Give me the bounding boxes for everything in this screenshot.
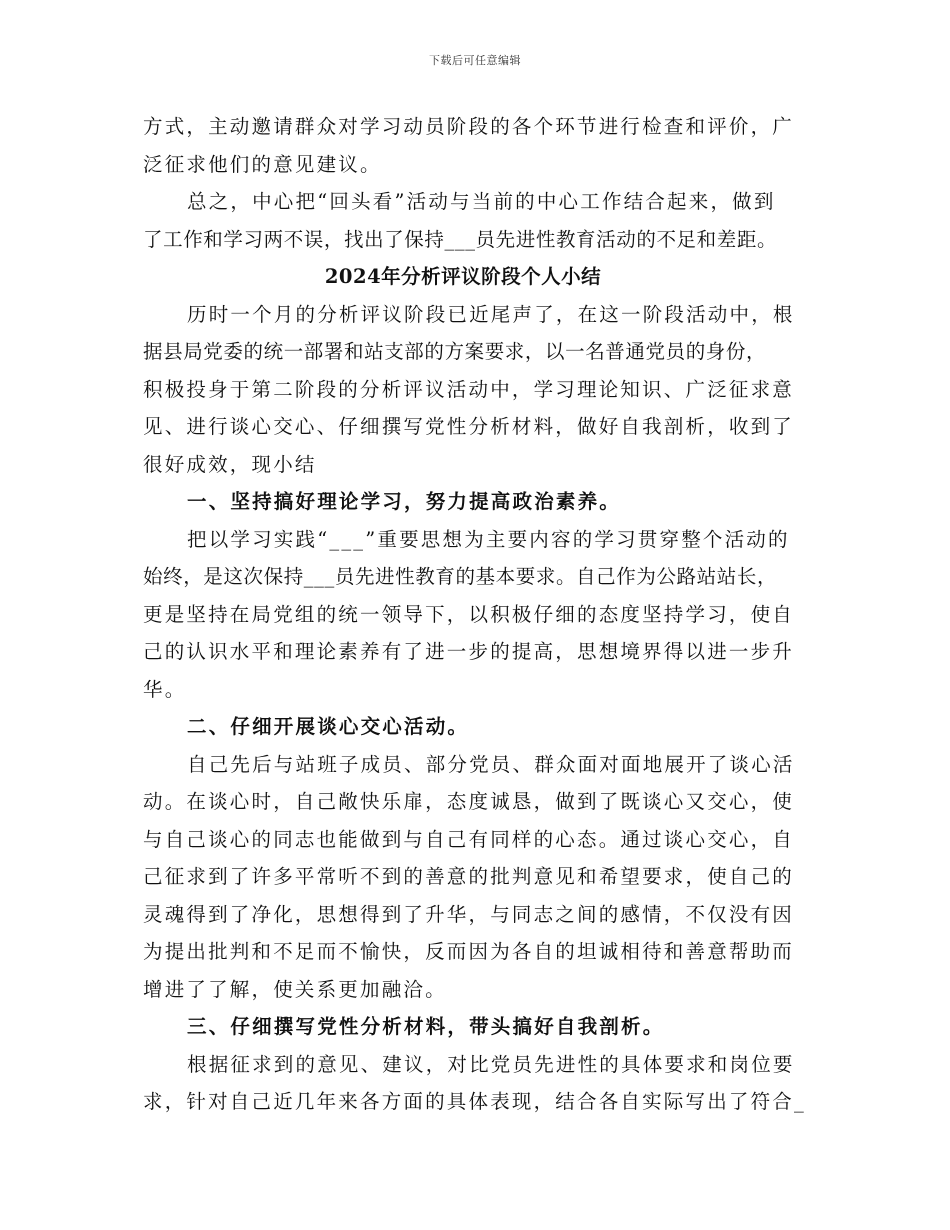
text-line: 泛征求他们的意见建议。: [143, 152, 382, 176]
text-line: 自己先后与站班子成员、部分党员、群众面对面地展开了谈心活: [187, 752, 795, 776]
section-title: 2024年分析评议阶段个人小结: [324, 265, 602, 288]
text-line: 更是坚持在局党组的统一领导下，以积极仔细的态度坚持学习，使自: [143, 602, 795, 626]
text-line: 灵魂得到了净化，思想得到了升华，与同志之间的感情，不仅没有因: [143, 902, 795, 926]
text-line: 根据征求到的意见、建议，对比党员先进性的具体要求和岗位要: [187, 1052, 795, 1076]
text-line: 了工作和学习两不误，找出了保持___员先进性教育活动的不足和差距。: [143, 227, 778, 251]
text-line: 把以学习实践“___”重要思想为主要内容的学习贯穿整个活动的: [187, 527, 790, 551]
text-line: 为提出批判和不足而不愉快，反而因为各自的坦诚相待和善意帮助而: [143, 940, 795, 963]
heading-2: 二、仔细开展谈心交心活动。: [187, 715, 470, 738]
text-line: 历时一个月的分析评议阶段已近尾声了，在这一阶段活动中，根: [187, 302, 795, 326]
document-body: [143, 108, 813, 1121]
text-line: 很好成效，现小结: [143, 452, 317, 476]
text-line: 方式，主动邀请群众对学习动员阶段的各个环节进行检查和评价，广: [143, 115, 795, 138]
text-line: 动。在谈心时，自己敞快乐扉，态度诚恳，做到了既谈心又交心，使: [143, 790, 795, 813]
text-line: 华。: [143, 677, 187, 701]
text-line: 己的认识水平和理论素养有了进一步的提高，思想境界得以进一步升: [143, 640, 795, 663]
text-line: 总之，中心把“回头看”活动与当前的中心工作结合起来，做到: [187, 190, 776, 213]
heading-1: 一、坚持搞好理论学习，努力提高政治素养。: [187, 490, 622, 513]
page-header: 下载后可任意编辑: [429, 54, 521, 67]
text-line: 求，针对自己近几年来各方面的具体表现，结合各自实际写出了符合_: [143, 1090, 806, 1113]
text-line: 与自己谈心的同志也能做到与自己有同样的心态。通过谈心交心，自: [143, 827, 795, 851]
text-line: 增进了了解，使关系更加融洽。: [143, 977, 447, 1001]
heading-3: 三、仔细撰写党性分析材料，带头搞好自我剖析。: [187, 1015, 665, 1038]
text-line: 己征求到了许多平常听不到的善意的批判意见和希望要求，使自己的: [143, 865, 795, 888]
text-line: 见、进行谈心交心、仔细撰写党性分析材料，做好自我剖析，收到了: [143, 415, 795, 438]
text-line: 积极投身于第二阶段的分析评议活动中，学习理论知识、广泛征求意: [143, 377, 795, 401]
text-line: 据县局党委的统一部署和站支部的方案要求，以一名普通党员的身份，: [143, 340, 767, 363]
text-line: 始终，是这次保持___员先进性教育的基本要求。自己作为公路站站长，: [143, 565, 778, 588]
